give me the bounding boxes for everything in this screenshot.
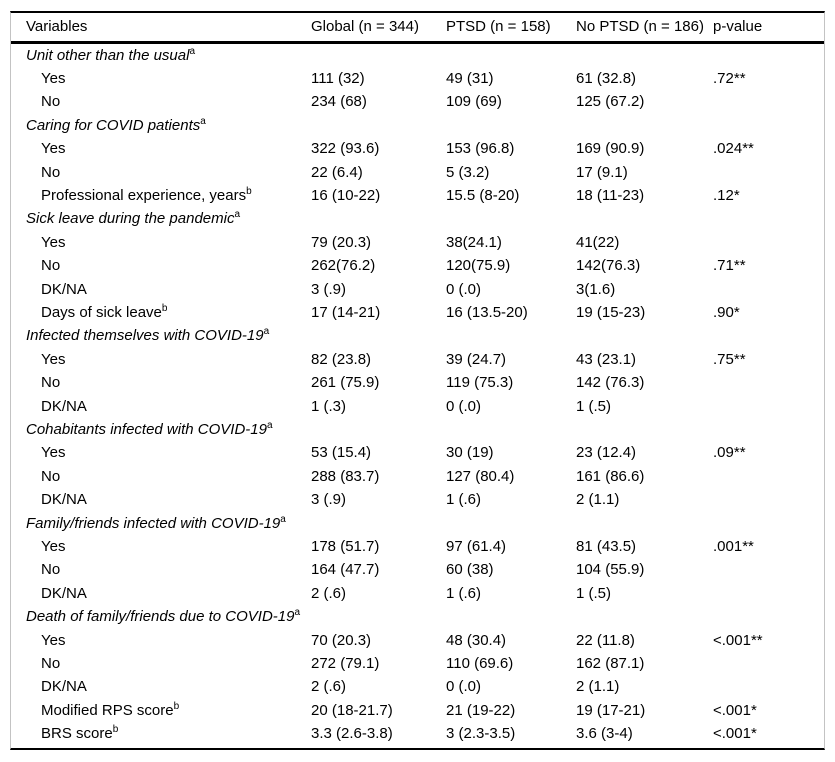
no-ptsd-cell: 19 (15-23) <box>576 303 646 321</box>
column-header-variables: Variables <box>11 13 311 42</box>
row-label: No <box>41 93 61 111</box>
table-row <box>11 652 824 675</box>
ptsd-cell: 38(24.1) <box>446 233 502 251</box>
p-value-cell <box>713 558 824 581</box>
section-header-row <box>11 114 824 137</box>
p-value-cell: .90* <box>713 303 740 321</box>
ptsd-cell: 60 (38) <box>446 561 494 579</box>
no-ptsd-cell: 104 (55.9) <box>576 561 645 579</box>
section-header-row <box>11 207 824 230</box>
table-row <box>11 67 824 90</box>
ptsd-cell: 0 (.0) <box>446 678 482 696</box>
p-value-cell <box>713 278 824 301</box>
global-cell: 322 (93.6) <box>311 140 380 158</box>
no-ptsd-cell: 23 (12.4) <box>576 444 637 462</box>
table-row <box>11 395 824 418</box>
table-row <box>11 348 824 371</box>
no-ptsd-cell: 22 (11.8) <box>576 631 635 649</box>
global-cell: 261 (75.9) <box>311 374 380 392</box>
table-row <box>11 488 824 511</box>
p-value-cell: .001** <box>713 538 754 556</box>
footnote-marker: a <box>266 420 273 431</box>
p-value-cell <box>713 231 824 254</box>
row-label: Yes <box>41 140 66 158</box>
p-value-cell: <.001* <box>713 701 757 719</box>
table-row <box>11 722 824 745</box>
no-ptsd-cell: 142(76.3) <box>576 257 641 275</box>
footnote-marker: a <box>234 209 241 221</box>
no-ptsd-cell: 17 (9.1) <box>576 163 628 181</box>
p-value-cell <box>713 582 824 605</box>
p-value-cell: .71** <box>713 257 746 275</box>
row-label: Yes <box>41 233 66 251</box>
ptsd-cell: 16 (13.5-20) <box>446 303 528 321</box>
p-value-cell: <.001** <box>713 631 763 649</box>
global-cell: 3.3 (2.6-3.8) <box>311 725 393 743</box>
global-cell: 164 (47.7) <box>311 561 380 579</box>
table-row <box>11 90 824 113</box>
section-header-row <box>11 418 824 441</box>
ptsd-cell: 30 (19) <box>446 444 494 462</box>
section-title: Cohabitants infected with COVID-19$^a$ <box>26 420 273 438</box>
no-ptsd-cell: 3.6 (3-4) <box>576 725 633 743</box>
no-ptsd-cell: 18 (11-23) <box>576 186 645 204</box>
section-title: Family/friends infected with COVID-19$^a$ <box>26 513 286 532</box>
row-label: No <box>41 257 61 275</box>
p-value-cell <box>713 465 824 488</box>
row-label: BRS score$^b$ <box>41 724 119 743</box>
table-row <box>11 301 824 324</box>
p-value-cell <box>713 652 824 675</box>
table-header-row <box>11 13 824 42</box>
p-value-cell <box>713 161 824 184</box>
footnote-marker: b <box>161 302 168 314</box>
p-value-cell <box>713 371 824 394</box>
ptsd-cell: 110 (69.6) <box>446 655 514 673</box>
ptsd-cell: 127 (80.4) <box>446 467 515 485</box>
global-cell: 82 (23.8) <box>311 350 372 368</box>
ptsd-cell: 0 (.0) <box>446 280 482 298</box>
row-label: No <box>41 561 61 579</box>
p-value-cell: .75** <box>713 350 746 368</box>
row-label: Yes <box>41 444 66 462</box>
footnote-marker: b <box>246 185 252 197</box>
global-cell: 234 (68) <box>311 93 367 111</box>
no-ptsd-cell: 19 (17-21) <box>576 701 646 719</box>
p-value-cell: <.001* <box>713 725 757 743</box>
no-ptsd-cell: 142 (76.3) <box>576 374 645 392</box>
table-row <box>11 629 824 652</box>
section-title: Unit other than the usual$^a$ <box>26 45 196 64</box>
ptsd-cell: 49 (31) <box>446 69 494 87</box>
table-row <box>11 254 824 277</box>
footnote-marker: a <box>294 607 301 619</box>
row-label: No <box>41 163 61 181</box>
section-title: Death of family/friends due to COVID-19$^a$ <box>26 607 301 626</box>
ptsd-comparison-table <box>11 13 824 746</box>
ptsd-cell: 120(75.9) <box>446 257 511 275</box>
no-ptsd-cell: 161 (86.6) <box>576 467 645 485</box>
global-cell: 1 (.3) <box>311 397 347 415</box>
row-label: Yes <box>41 69 66 87</box>
row-label: DK/NA <box>41 678 87 696</box>
global-cell: 2 (.6) <box>311 678 347 696</box>
no-ptsd-cell: 81 (43.5) <box>576 538 637 556</box>
table-row <box>11 535 824 558</box>
global-cell: 79 (20.3) <box>311 233 372 251</box>
column-header-p-value: p-value <box>713 13 824 42</box>
global-cell: 53 (15.4) <box>311 444 372 462</box>
global-cell: 262(76.2) <box>311 257 376 275</box>
p-value-cell: .024** <box>713 140 754 158</box>
ptsd-cell: 3 (2.3-3.5) <box>446 725 516 743</box>
ptsd-cell: 21 (19-22) <box>446 701 516 719</box>
global-cell: 70 (20.3) <box>311 631 372 649</box>
row-label: Yes <box>41 350 66 368</box>
table-row <box>11 231 824 254</box>
section-header-row <box>11 512 824 535</box>
ptsd-cell: 1 (.6) <box>446 584 482 602</box>
table-row <box>11 699 824 722</box>
row-label: Yes <box>41 631 66 649</box>
p-value-cell <box>713 395 824 418</box>
p-value-cell <box>713 90 824 113</box>
footnote-marker: a <box>200 115 206 127</box>
table-row <box>11 582 824 605</box>
ptsd-cell: 0 (.0) <box>446 397 482 415</box>
p-value-cell: .12* <box>713 186 740 204</box>
table-row <box>11 161 824 184</box>
footnote-marker: b <box>173 700 180 712</box>
p-value-cell: .72** <box>713 69 746 87</box>
footnote-marker: a <box>189 45 196 57</box>
global-cell: 3 (.9) <box>311 491 347 509</box>
ptsd-cell: 48 (30.4) <box>446 631 507 649</box>
row-label: Modified RPS score$^b$ <box>41 700 180 719</box>
section-header-row <box>11 324 824 347</box>
ptsd-cell: 1 (.6) <box>446 491 482 509</box>
table-row <box>11 184 824 207</box>
global-cell: 178 (51.7) <box>311 538 380 556</box>
global-cell: 3 (.9) <box>311 280 347 298</box>
section-title: Caring for COVID patients$^a$ <box>26 115 206 134</box>
section-title: Infected themselves with COVID-19$^a$ <box>26 326 270 345</box>
table-row <box>11 137 824 160</box>
ptsd-cell: 5 (3.2) <box>446 163 490 181</box>
footnote-marker: a <box>263 326 270 338</box>
no-ptsd-cell: 2 (1.1) <box>576 678 620 696</box>
global-cell: 111 (32) <box>311 69 365 87</box>
footnote-marker: a <box>280 513 286 525</box>
row-label: Yes <box>41 538 66 556</box>
no-ptsd-cell: 169 (90.9) <box>576 140 645 158</box>
global-cell: 16 (10-22) <box>311 186 381 204</box>
no-ptsd-cell: 162 (87.1) <box>576 655 645 673</box>
section-header-row <box>11 42 824 67</box>
global-cell: 20 (18-21.7) <box>311 701 393 719</box>
p-value-cell <box>713 675 824 698</box>
no-ptsd-cell: 2 (1.1) <box>576 491 620 509</box>
ptsd-cell: 97 (61.4) <box>446 538 507 556</box>
no-ptsd-cell: 43 (23.1) <box>576 350 637 368</box>
no-ptsd-cell: 1 (.5) <box>576 397 612 415</box>
no-ptsd-cell: 61 (32.8) <box>576 69 637 87</box>
column-header-ptsd: PTSD (n = 158) <box>446 13 576 42</box>
table-row <box>11 558 824 581</box>
row-label: No <box>41 374 61 392</box>
row-label: No <box>41 467 61 485</box>
ptsd-cell: 109 (69) <box>446 93 502 111</box>
ptsd-cell: 119 (75.3) <box>446 374 514 392</box>
p-value-cell <box>713 488 824 511</box>
table-row <box>11 278 824 301</box>
global-cell: 22 (6.4) <box>311 163 363 181</box>
statistics-table <box>10 11 825 750</box>
row-label: DK/NA <box>41 584 87 602</box>
column-header-no-ptsd: No PTSD (n = 186) <box>576 13 713 42</box>
section-title: Sick leave during the pandemic$^a$ <box>26 209 241 228</box>
global-cell: 272 (79.1) <box>311 655 380 673</box>
row-label: DK/NA <box>41 397 87 415</box>
global-cell: 17 (14-21) <box>311 303 381 321</box>
row-label: No <box>41 655 61 673</box>
section-header-row <box>11 605 824 628</box>
table-row <box>11 465 824 488</box>
ptsd-cell: 15.5 (8-20) <box>446 186 520 204</box>
table-row <box>11 675 824 698</box>
global-cell: 2 (.6) <box>311 584 347 602</box>
row-label: Professional experience, years$^b$ <box>41 185 252 204</box>
row-label: DK/NA <box>41 491 87 509</box>
ptsd-cell: 39 (24.7) <box>446 350 507 368</box>
row-label: Days of sick leave$^b$ <box>41 302 168 321</box>
global-cell: 288 (83.7) <box>311 467 380 485</box>
ptsd-cell: 153 (96.8) <box>446 140 515 158</box>
table-row <box>11 441 824 464</box>
no-ptsd-cell: 41(22) <box>576 233 620 251</box>
footnote-marker: b <box>112 724 119 736</box>
table-row <box>11 371 824 394</box>
row-label: DK/NA <box>41 280 87 298</box>
no-ptsd-cell: 3(1.6) <box>576 280 616 298</box>
no-ptsd-cell: 1 (.5) <box>576 584 612 602</box>
p-value-cell: .09** <box>713 444 746 462</box>
no-ptsd-cell: 125 (67.2) <box>576 93 645 111</box>
column-header-global: Global (n = 344) <box>311 13 446 42</box>
